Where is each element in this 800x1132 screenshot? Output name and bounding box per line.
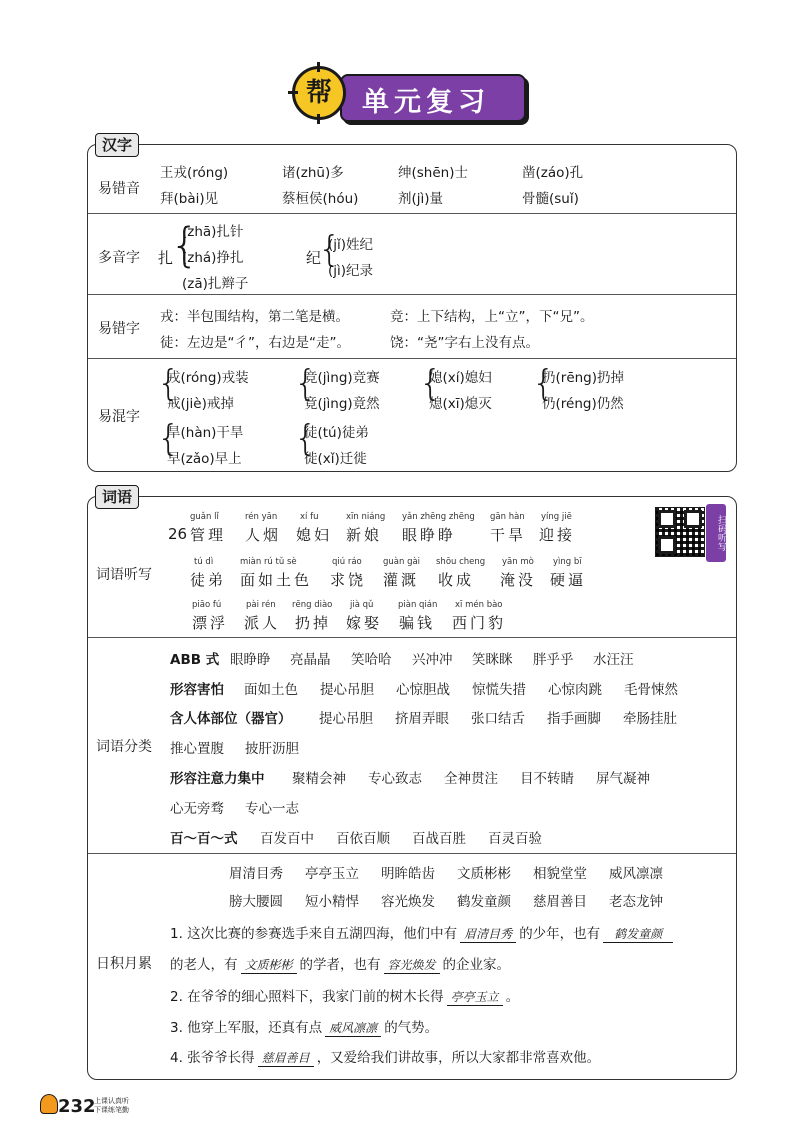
list-item: 提心吊胆 — [319, 711, 373, 727]
banner-title: 单元复习 — [362, 87, 490, 118]
list-item: 提心吊胆 — [320, 682, 374, 698]
pinyin: yān mò — [502, 557, 534, 567]
answer-blank: 慈眉善目 — [258, 1049, 314, 1067]
pinyin: guàn gài — [383, 557, 421, 567]
divider — [88, 213, 736, 214]
polyphone-char: 纪 — [306, 249, 322, 267]
list-item: 百依百顺 — [336, 831, 390, 847]
list-item: 凿(záo)孔 — [522, 165, 584, 181]
row-label-tingxie: 词语听写 — [96, 567, 152, 583]
sentence-text: ，又爱给我们讲故事，所以大家都非常喜欢他。 — [316, 1050, 601, 1066]
word: 徒弟 — [190, 571, 227, 589]
sentence-text: 。 — [505, 989, 520, 1005]
qr-side-label: 扫码听写 — [706, 504, 726, 562]
list-item: 竞：上下结构，上“立”，下“兄”。 — [390, 309, 594, 325]
list-item: 笑哈哈 — [351, 652, 392, 668]
ciyu-tag: 词语 — [95, 485, 139, 509]
sentence-text: 的老人，有 — [170, 957, 238, 973]
answer-blank: 容光焕发 — [384, 956, 440, 974]
sentence-text: 2. 在爷爷的细心照料下，我家门前的树木长得 — [170, 989, 444, 1005]
row-label-yicuoyin: 易错音 — [98, 181, 140, 197]
list-item: 兴冲冲 — [412, 652, 453, 668]
list-item: 全神贯注 — [444, 771, 498, 787]
sentence-text: 的气势。 — [384, 1020, 439, 1036]
pinyin: pài rén — [246, 600, 276, 610]
word: 迎接 — [539, 526, 576, 544]
list-item: 披肝沥胆 — [245, 741, 299, 757]
list-item: 百战百胜 — [412, 831, 466, 847]
list-item: 早(zǎo)早上 — [167, 451, 242, 467]
list-item: 竞(jìng)竞赛 — [304, 370, 380, 386]
list-item: 威风凛凛 — [609, 866, 663, 882]
list-item: 徒：左边是“彳”，右边是“走”。 — [160, 335, 350, 351]
footer-slogan — [94, 1097, 129, 1115]
sentence-text: 4. 张爷爷长得 — [170, 1050, 255, 1066]
list-item: 心惊肉跳 — [548, 682, 602, 698]
list-item: (jǐ)姓纪 — [328, 237, 374, 253]
list-item: 鹤发童颜 — [457, 894, 511, 910]
qr-corner — [658, 536, 676, 554]
divider — [88, 853, 736, 854]
polyphone-char: 扎 — [158, 249, 174, 267]
category-head: 形容害怕 — [170, 682, 224, 698]
sentence-3 — [170, 1016, 438, 1037]
qr-corner — [684, 510, 702, 528]
sentence-1 — [170, 922, 676, 943]
word: 派人 — [244, 614, 281, 632]
list-item: 聚精会神 — [292, 771, 346, 787]
pinyin: yǎn zhēng zhēng — [402, 512, 475, 522]
pinyin: yíng jiē — [541, 512, 572, 522]
list-item: 短小精悍 — [305, 894, 359, 910]
pinyin: miàn rú tǔ sè — [240, 557, 297, 567]
answer-blank: 亭亭玉立 — [447, 988, 503, 1006]
list-item: (zhā)扎针 — [182, 224, 244, 240]
list-item: 百灵百验 — [488, 831, 542, 847]
row-label-jilei: 日积月累 — [96, 956, 152, 972]
answer-blank: 威风凛凛 — [325, 1019, 381, 1037]
list-item: 相貌堂堂 — [533, 866, 587, 882]
list-item: 水汪汪 — [593, 652, 634, 668]
list-item: 老态龙钟 — [609, 894, 663, 910]
category-head: 含人体部位（器官） — [170, 711, 292, 727]
sentence-text: 的企业家。 — [442, 957, 511, 973]
brace-icon: { — [294, 418, 317, 459]
pinyin: xīn niáng — [346, 512, 386, 522]
sentence-2 — [170, 985, 519, 1006]
list-item: 戒(jiè)戒掉 — [167, 396, 234, 412]
word: 求饶 — [330, 571, 367, 589]
list-item: 熄(xī)熄灭 — [429, 396, 492, 412]
pinyin: xī mén bào — [455, 600, 503, 610]
list-item: 明眸皓齿 — [381, 866, 435, 882]
list-item: 笑眯眯 — [472, 652, 513, 668]
brace-icon: { — [170, 218, 200, 272]
sentence-text: 的学者，也有 — [299, 957, 381, 973]
word: 嫁娶 — [346, 614, 383, 632]
sentence-text: 的少年，也有 — [519, 926, 601, 942]
list-item: 眼睁睁 — [230, 652, 271, 668]
list-item: 蔡桓侯(hóu) — [282, 191, 359, 207]
row-label-fenlei: 词语分类 — [96, 739, 152, 755]
list-item: 骨髓(suǐ) — [522, 191, 579, 207]
pinyin: xí fu — [300, 512, 319, 522]
row-label-yihunzi: 易混字 — [98, 409, 140, 425]
list-item: 屏气凝神 — [596, 771, 650, 787]
list-item: 王戎(róng) — [160, 165, 229, 181]
list-item: 亮晶晶 — [290, 652, 331, 668]
divider — [88, 637, 736, 638]
qr-code-icon[interactable] — [655, 507, 705, 557]
list-item: 徒(tú)徒弟 — [304, 425, 369, 441]
brace-icon: { — [419, 363, 442, 404]
brace-icon: { — [318, 229, 341, 270]
list-item: 张口结舌 — [471, 711, 525, 727]
list-item: 面如土色 — [244, 682, 298, 698]
pinyin: yìng bī — [553, 557, 582, 567]
list-item: 指手画脚 — [547, 711, 601, 727]
list-item: 慈眉善目 — [533, 894, 587, 910]
list-item: 戎：半包围结构，第二笔是横。 — [160, 309, 349, 325]
list-item: 心惊胆战 — [396, 682, 450, 698]
list-item: 毛骨悚然 — [624, 682, 678, 698]
list-item: 牵肠挂肚 — [623, 711, 677, 727]
pinyin: qiú ráo — [332, 557, 362, 567]
qr-corner — [658, 510, 676, 528]
category-head: 百～百～式 — [170, 831, 238, 847]
list-item: 心无旁骛 — [170, 801, 224, 817]
section-banner — [292, 66, 530, 124]
word: 面如土色 — [240, 571, 313, 589]
list-item: 百发百中 — [260, 831, 314, 847]
list-item: 仍(réng)仍然 — [542, 396, 624, 412]
mascot-icon — [40, 1094, 58, 1114]
answer-blank: 鹤发童颜 — [603, 925, 673, 943]
sentence-4 — [170, 1046, 600, 1067]
sentence-1-cont — [170, 953, 510, 974]
list-item: 膀大腰圆 — [229, 894, 283, 910]
word: 灌溉 — [383, 571, 420, 589]
footer-line: 下课练笔勤 — [94, 1106, 129, 1114]
pinyin: piàn qián — [398, 600, 438, 610]
list-item: 剂(jì)量 — [398, 191, 444, 207]
list-item: 专心致志 — [368, 771, 422, 787]
word: 收成 — [438, 571, 475, 589]
sentence-text: 3. 他穿上军服，还真有点 — [170, 1020, 323, 1036]
brace-icon: { — [157, 418, 180, 459]
banner-badge-char: 帮 — [305, 78, 332, 108]
list-item: (zhá)挣扎 — [182, 250, 244, 266]
pinyin: guǎn lǐ — [190, 512, 219, 522]
list-item: 惊慌失措 — [472, 682, 526, 698]
list-item: 亭亭玉立 — [305, 866, 359, 882]
list-item: 徙(xǐ)迁徙 — [304, 451, 367, 467]
pinyin: tú dì — [194, 557, 214, 567]
pinyin: gān hàn — [490, 512, 525, 522]
brace-icon: { — [157, 363, 180, 404]
pinyin: rēng diào — [292, 600, 333, 610]
list-item: 挤眉弄眼 — [395, 711, 449, 727]
list-item: 容光焕发 — [381, 894, 435, 910]
word: 新娘 — [346, 526, 383, 544]
word: 骗钱 — [399, 614, 436, 632]
word: 人烟 — [245, 526, 282, 544]
pinyin: rén yān — [245, 512, 278, 522]
list-item: 绅(shēn)士 — [398, 165, 468, 181]
word: 干旱 — [490, 526, 527, 544]
word: 管理 — [190, 526, 227, 544]
list-item: 竟(jìng)竟然 — [304, 396, 380, 412]
list-item: 专心一志 — [245, 801, 299, 817]
hanzi-tag: 汉字 — [95, 133, 139, 157]
list-item: 胖乎乎 — [533, 652, 574, 668]
word: 硬逼 — [550, 571, 587, 589]
list-item: 戎(róng)戎装 — [167, 370, 249, 386]
category-head: ABB 式 — [170, 652, 220, 668]
brace-icon: { — [532, 363, 555, 404]
page-number: 232 — [58, 1096, 96, 1117]
footer-line: 上课认真听 — [94, 1097, 129, 1105]
word: 西门豹 — [452, 614, 507, 632]
list-item: (zā)扎辫子 — [182, 276, 249, 292]
pinyin: piāo fú — [192, 600, 222, 610]
word: 媳妇 — [296, 526, 333, 544]
word: 扔掉 — [295, 614, 332, 632]
divider — [88, 358, 736, 359]
category-head: 形容注意力集中 — [170, 771, 265, 787]
lesson-number: 26 — [168, 525, 188, 543]
brace-icon: { — [294, 363, 317, 404]
list-item: 扔(rēng)扔掉 — [542, 370, 625, 386]
word: 漂浮 — [192, 614, 229, 632]
word: 眼睁睁 — [402, 526, 457, 544]
list-item: 文质彬彬 — [457, 866, 511, 882]
list-item: 拜(bài)见 — [160, 191, 219, 207]
list-item: 饶：“尧”字右上没有点。 — [390, 335, 539, 351]
sentence-text: 1. 这次比赛的参赛选手来自五湖四海，他们中有 — [170, 926, 458, 942]
divider — [88, 294, 736, 295]
word: 淹没 — [500, 571, 537, 589]
list-item: 诸(zhū)多 — [282, 165, 344, 181]
row-label-yicuozi: 易错字 — [98, 321, 140, 337]
answer-blank: 眉清目秀 — [460, 925, 516, 943]
list-item: 媳(xí)媳妇 — [429, 370, 492, 386]
list-item: (jì)纪录 — [328, 263, 374, 279]
pinyin: shōu cheng — [436, 557, 486, 567]
row-label-duoyinzi: 多音字 — [98, 250, 140, 266]
list-item: 推心置腹 — [170, 741, 224, 757]
list-item: 眉清目秀 — [229, 866, 283, 882]
answer-blank: 文质彬彬 — [241, 956, 297, 974]
list-item: 旱(hàn)干旱 — [167, 425, 244, 441]
pinyin: jià qǔ — [350, 600, 374, 610]
list-item: 目不转睛 — [520, 771, 574, 787]
